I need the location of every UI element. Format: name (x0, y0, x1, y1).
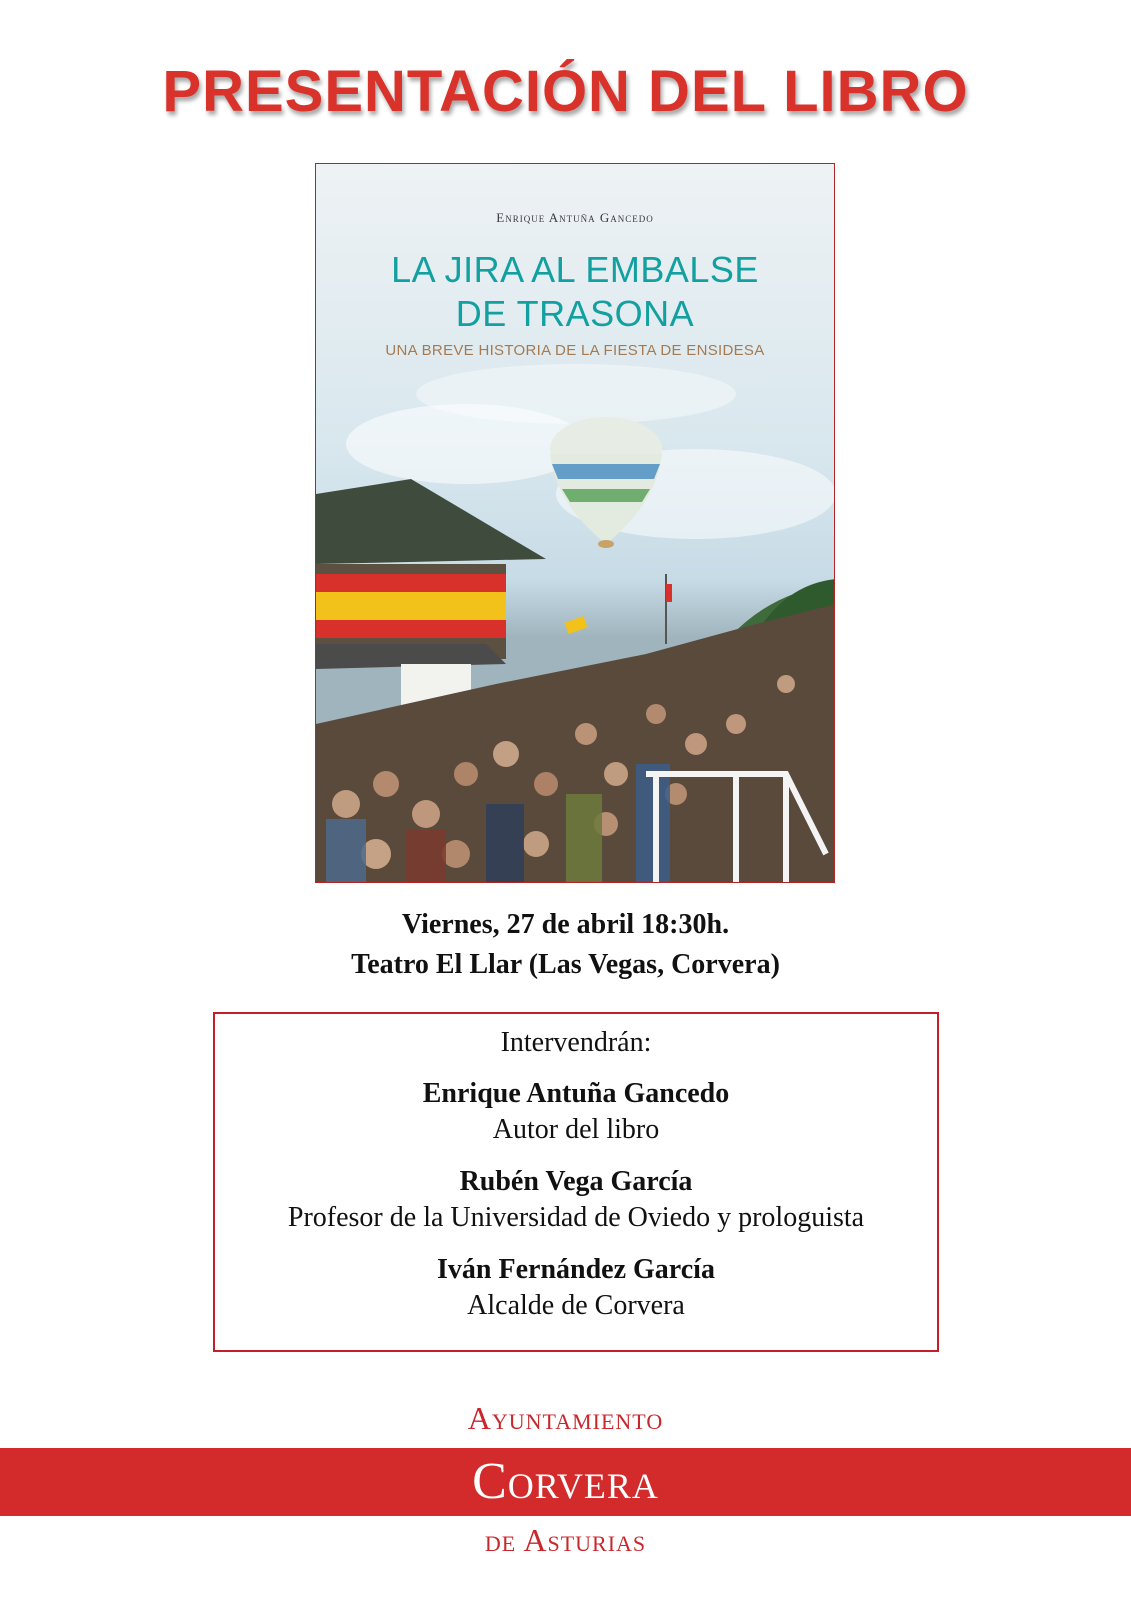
speakers-box (213, 1012, 939, 1352)
speaker-item (215, 1076, 937, 1148)
cover-title-line1: LA JIRA AL EMBALSE (391, 249, 759, 290)
footer-line3: de Asturias (484, 1522, 647, 1558)
cover-subtitle: UNA BREVE HISTORIA DE LA FIESTA DE ENSIDESA (385, 342, 765, 359)
cover-author: Enrique Antuña Gancedo (496, 210, 654, 225)
cover-title (316, 248, 834, 336)
cover-title-line2: DE TRASONA (455, 293, 695, 334)
speaker-item (215, 1252, 937, 1324)
footer-line2: Corvera (472, 1453, 659, 1510)
speaker-role: Alcalde de Corvera (467, 1290, 685, 1321)
page-title: PRESENTACIÓN DEL LIBRO (162, 59, 969, 124)
speaker-name: Rubén Vega García (459, 1166, 693, 1197)
event-venue: Teatro El Llar (Las Vegas, Corvera) (351, 949, 780, 980)
speaker-role: Autor del libro (492, 1114, 660, 1145)
speaker-role: Profesor de la Universidad de Oviedo y prologuista (287, 1202, 865, 1233)
speaker-name: Enrique Antuña Gancedo (422, 1078, 730, 1109)
book-cover (315, 163, 835, 883)
footer-line1: Ayuntamiento (467, 1400, 664, 1436)
speaker-item (215, 1164, 937, 1236)
speaker-name: Iván Fernández García (437, 1254, 715, 1285)
event-details (0, 905, 1131, 985)
speakers-heading: Intervendrán: (500, 1027, 652, 1058)
footer-band (0, 1448, 1131, 1516)
event-date-time: Viernes, 27 de abril 18:30h. (401, 909, 730, 940)
